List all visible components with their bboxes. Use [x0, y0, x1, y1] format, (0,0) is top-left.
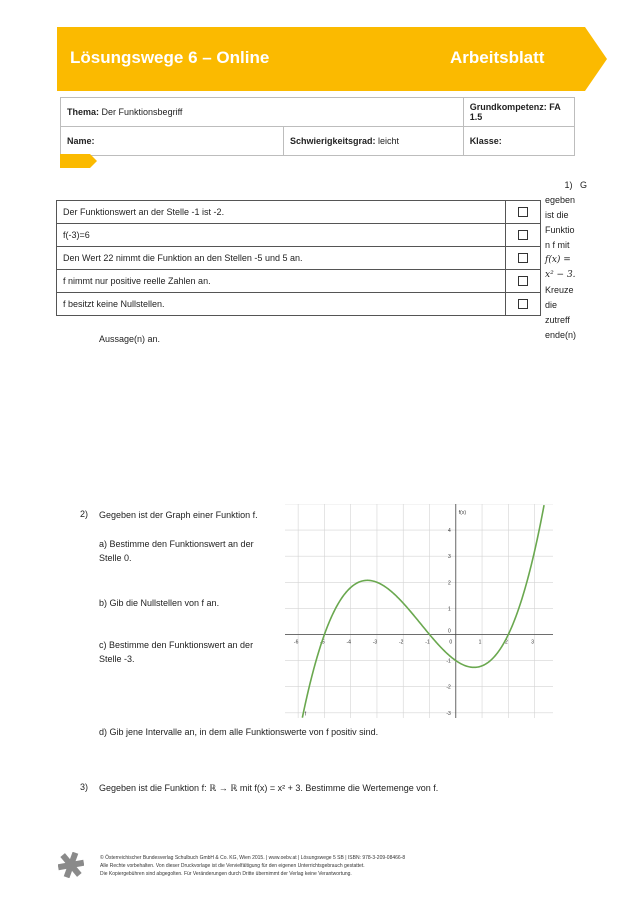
task2-a-line2: Stelle 0. [99, 553, 132, 563]
banner-title: Lösungswege 6 – Online [70, 48, 270, 67]
answer-checkbox[interactable] [518, 207, 528, 217]
task2-intro: Gegeben ist der Graph einer Funktion f. [99, 510, 258, 520]
kompetenz-value: FA 1.5 [469, 102, 561, 122]
task2-a-line1: a) Bestimme den Funktionswert an der [99, 539, 254, 549]
statement-text: Den Wert 22 nimmt die Funktion an den Stellen -5 und 5 an. [57, 247, 506, 270]
thema-value: Der Funktionsbegriff [101, 107, 183, 117]
section-tag-arrow [60, 154, 100, 168]
klasse-label: Klasse: [469, 136, 502, 146]
statement-text: f nimmt nur positive reelle Zahlen an. [57, 270, 506, 293]
task2-d: d) Gib jene Intervalle an, in dem alle Funktionswerte von f positiv sind. [99, 727, 379, 737]
y-axis-label: f(x) [458, 510, 467, 516]
y-tick-label: -1 [446, 658, 451, 665]
answer-checkbox[interactable] [518, 276, 528, 286]
x-tick-label: 2 [504, 639, 508, 646]
statement-row [57, 224, 541, 247]
y-tick-label: 0 [448, 628, 451, 635]
banner-sheet-label: Arbeitsblatt [450, 48, 545, 67]
x-tick-label: 0 [449, 639, 453, 646]
thema-label: Thema: [67, 107, 100, 117]
y-tick-label: 2 [448, 580, 451, 587]
y-tick-label: -2 [446, 684, 451, 691]
task1-statement-table [56, 200, 541, 316]
y-tick-label: 4 [448, 528, 451, 535]
x-tick-label: -3 [372, 639, 378, 646]
y-tick-label: 1 [448, 606, 451, 613]
statement-row [57, 270, 541, 293]
task2-b: b) Gib die Nullstellen von f an. [99, 598, 220, 608]
x-tick-label: 3 [531, 639, 534, 646]
y-tick-label: -3 [446, 710, 451, 717]
answer-checkbox[interactable] [518, 230, 528, 240]
task1-side-text: 1) G egeben ist die Funktio n f mit f(x) = x² − 3. Kreuze die zutreff ende(n) [545, 180, 587, 340]
publisher-logo-icon [58, 852, 84, 878]
schwierigkeit-label: Schwierigkeitsgrad: [290, 136, 376, 146]
statement-text: f(-3)=6 [57, 224, 506, 247]
x-tick-label: -5 [320, 639, 325, 646]
statement-row [57, 247, 541, 270]
task2-c-line1: c) Bestimme den Funktionswert an der [99, 640, 254, 650]
statement-text: Der Funktionswert an der Stelle -1 ist -2. [57, 201, 506, 224]
x-tick-label: -4 [346, 639, 351, 646]
task1-trailing-text: Aussage(n) an. [99, 334, 161, 344]
x-tick-label: -1 [425, 639, 430, 646]
x-tick-label: -6 [293, 639, 299, 646]
task3-number: 3) [80, 782, 89, 792]
function-graph [285, 504, 553, 718]
statement-text: f besitzt keine Nullstellen. [57, 293, 506, 316]
task3-text: Gegeben ist die Funktion f: ℝ → ℝ mit f(x) = x² + 3. Bestimme die Wertemenge von f. [99, 783, 439, 793]
info-table [60, 97, 575, 156]
schwierigkeit-value: leicht [378, 136, 400, 146]
x-tick-label: -2 [399, 639, 404, 646]
name-label: Name: [67, 136, 95, 146]
statement-row [57, 293, 541, 316]
series-line-f [302, 505, 544, 718]
task2-c-line2: Stelle -3. [99, 654, 135, 664]
header-banner [57, 27, 607, 91]
x-tick-label: 1 [478, 639, 482, 646]
y-tick-label: 3 [448, 554, 451, 561]
answer-checkbox[interactable] [518, 253, 528, 263]
task1-number: 1) [564, 180, 573, 190]
task2-number: 2) [80, 509, 89, 519]
answer-checkbox[interactable] [518, 299, 528, 309]
footer-copyright: © Österreichischer Bundesverlag Schulbuch GmbH & Co. KG, Wien 2015. | www.oebv.at | Lösungswege 5 SB | ISBN: 978-3-209-08466-8 Alle Rechte vorbehalten. Von dieser Druckvorlage ist die Vervielfältigung für den eigenen Unterrichtsgebrauch gestattet. Die Kopiergebühren sind abgegolten. Für Veränderungen durch Dritte übernimmt der Verlag keine Verantwortung. [100, 855, 406, 877]
kompetenz-label: Grundkompetenz: [469, 102, 547, 112]
series-label-f: f [304, 711, 307, 718]
statement-row [57, 201, 541, 224]
